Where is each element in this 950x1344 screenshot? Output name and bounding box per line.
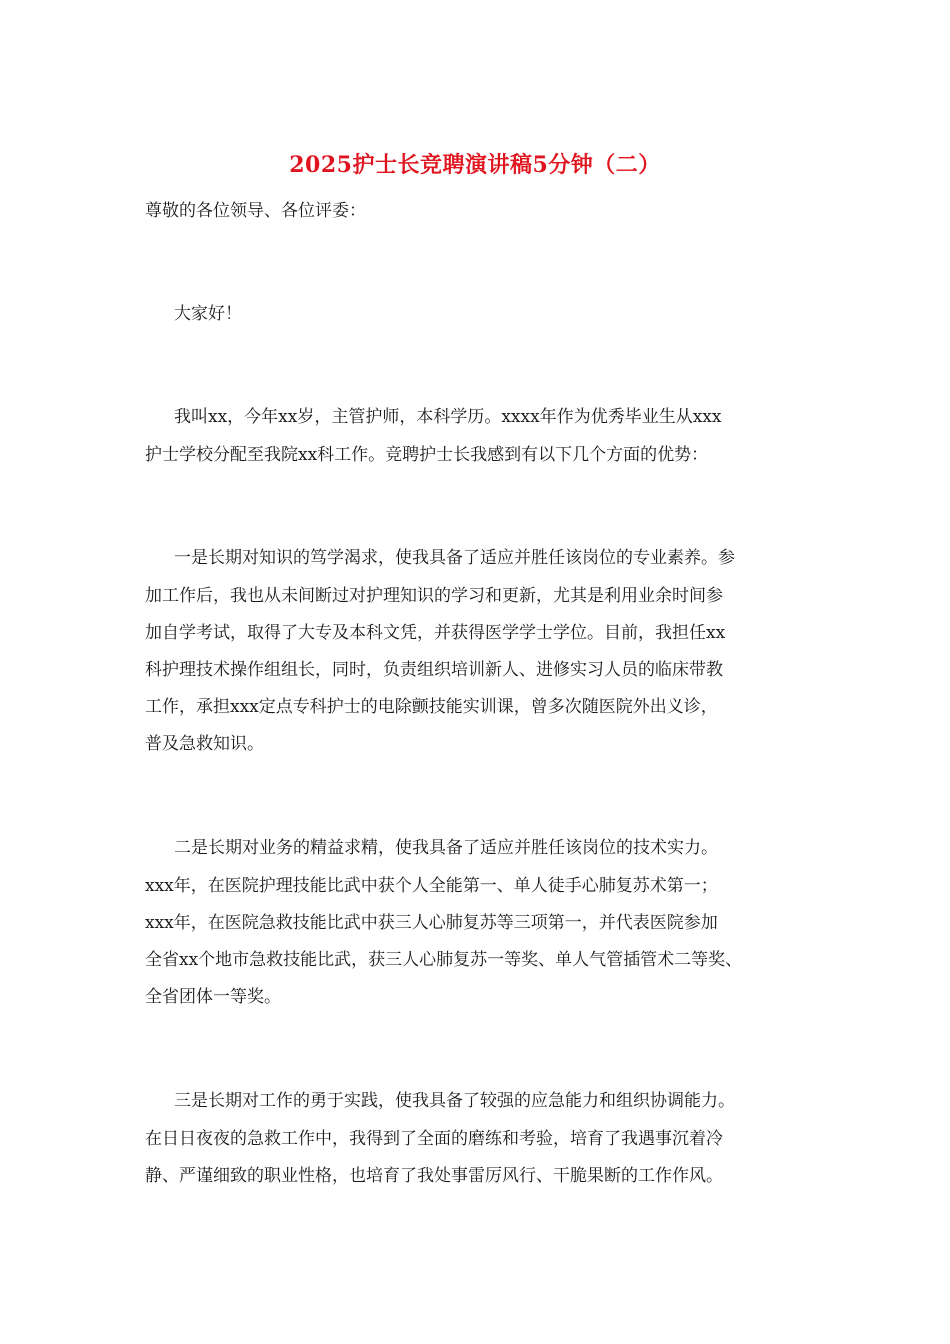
paragraph-2-line-2: 加工作后，我也从未间断过对护理知识的学习和更新，尤其是利用业余时间参 bbox=[145, 586, 723, 606]
salutation: 尊敬的各位领导、各位评委： bbox=[145, 201, 366, 221]
paragraph-3-line-2: xxx年，在医院护理技能比武中获个人全能第一、单人徒手心肺复苏术第一； bbox=[145, 876, 718, 896]
paragraph-2-line-1: 一是长期对知识的笃学渴求，使我具备了适应并胜任该岗位的专业素养。参 bbox=[174, 548, 735, 568]
paragraph-4-line-3: 静、严谨细致的职业性格，也培育了我处事雷厉风行、干脆果断的工作作风。 bbox=[145, 1166, 723, 1186]
paragraph-3-line-3: xxx年，在医院急救技能比武中获三人心肺复苏等三项第一，并代表医院参加 bbox=[145, 913, 718, 933]
paragraph-2-line-5: 工作，承担xxx定点专科护士的电除颤技能实训课，曾多次随医院外出义诊， bbox=[145, 697, 718, 717]
paragraph-4-line-1: 三是长期对工作的勇于实践，使我具备了较强的应急能力和组织协调能力。 bbox=[174, 1091, 735, 1111]
paragraph-2-line-3: 加自学考试，取得了大专及本科文凭，并获得医学学士学位。目前，我担任xx bbox=[145, 623, 726, 643]
paragraph-3-line-1: 二是长期对业务的精益求精，使我具备了适应并胜任该岗位的技术实力。 bbox=[174, 838, 718, 858]
paragraph-4-line-2: 在日日夜夜的急救工作中，我得到了全面的磨练和考验，培育了我遇事沉着冷 bbox=[145, 1129, 723, 1149]
paragraph-1-line-1: 我叫xx，今年xx岁，主管护师，本科学历。xxxx年作为优秀毕业生从xxx bbox=[174, 407, 722, 427]
paragraph-2-line-4: 科护理技术操作组组长，同时，负责组织培训新人、进修实习人员的临床带教 bbox=[145, 660, 723, 680]
paragraph-1-line-2: 护士学校分配至我院xx科工作。竞聘护士长我感到有以下几个方面的优势： bbox=[145, 445, 709, 465]
document-title: 2025护士长竞聘演讲稿5分钟（二） bbox=[289, 152, 661, 178]
paragraph-2-line-6: 普及急救知识。 bbox=[145, 734, 264, 754]
paragraph-3-line-5: 全省团体一等奖。 bbox=[145, 987, 281, 1007]
greeting: 大家好！ bbox=[174, 304, 242, 324]
paragraph-3-line-4: 全省xx个地市急救技能比武，获三人心肺复苏一等奖、单人气管插管术二等奖、 bbox=[145, 950, 743, 970]
